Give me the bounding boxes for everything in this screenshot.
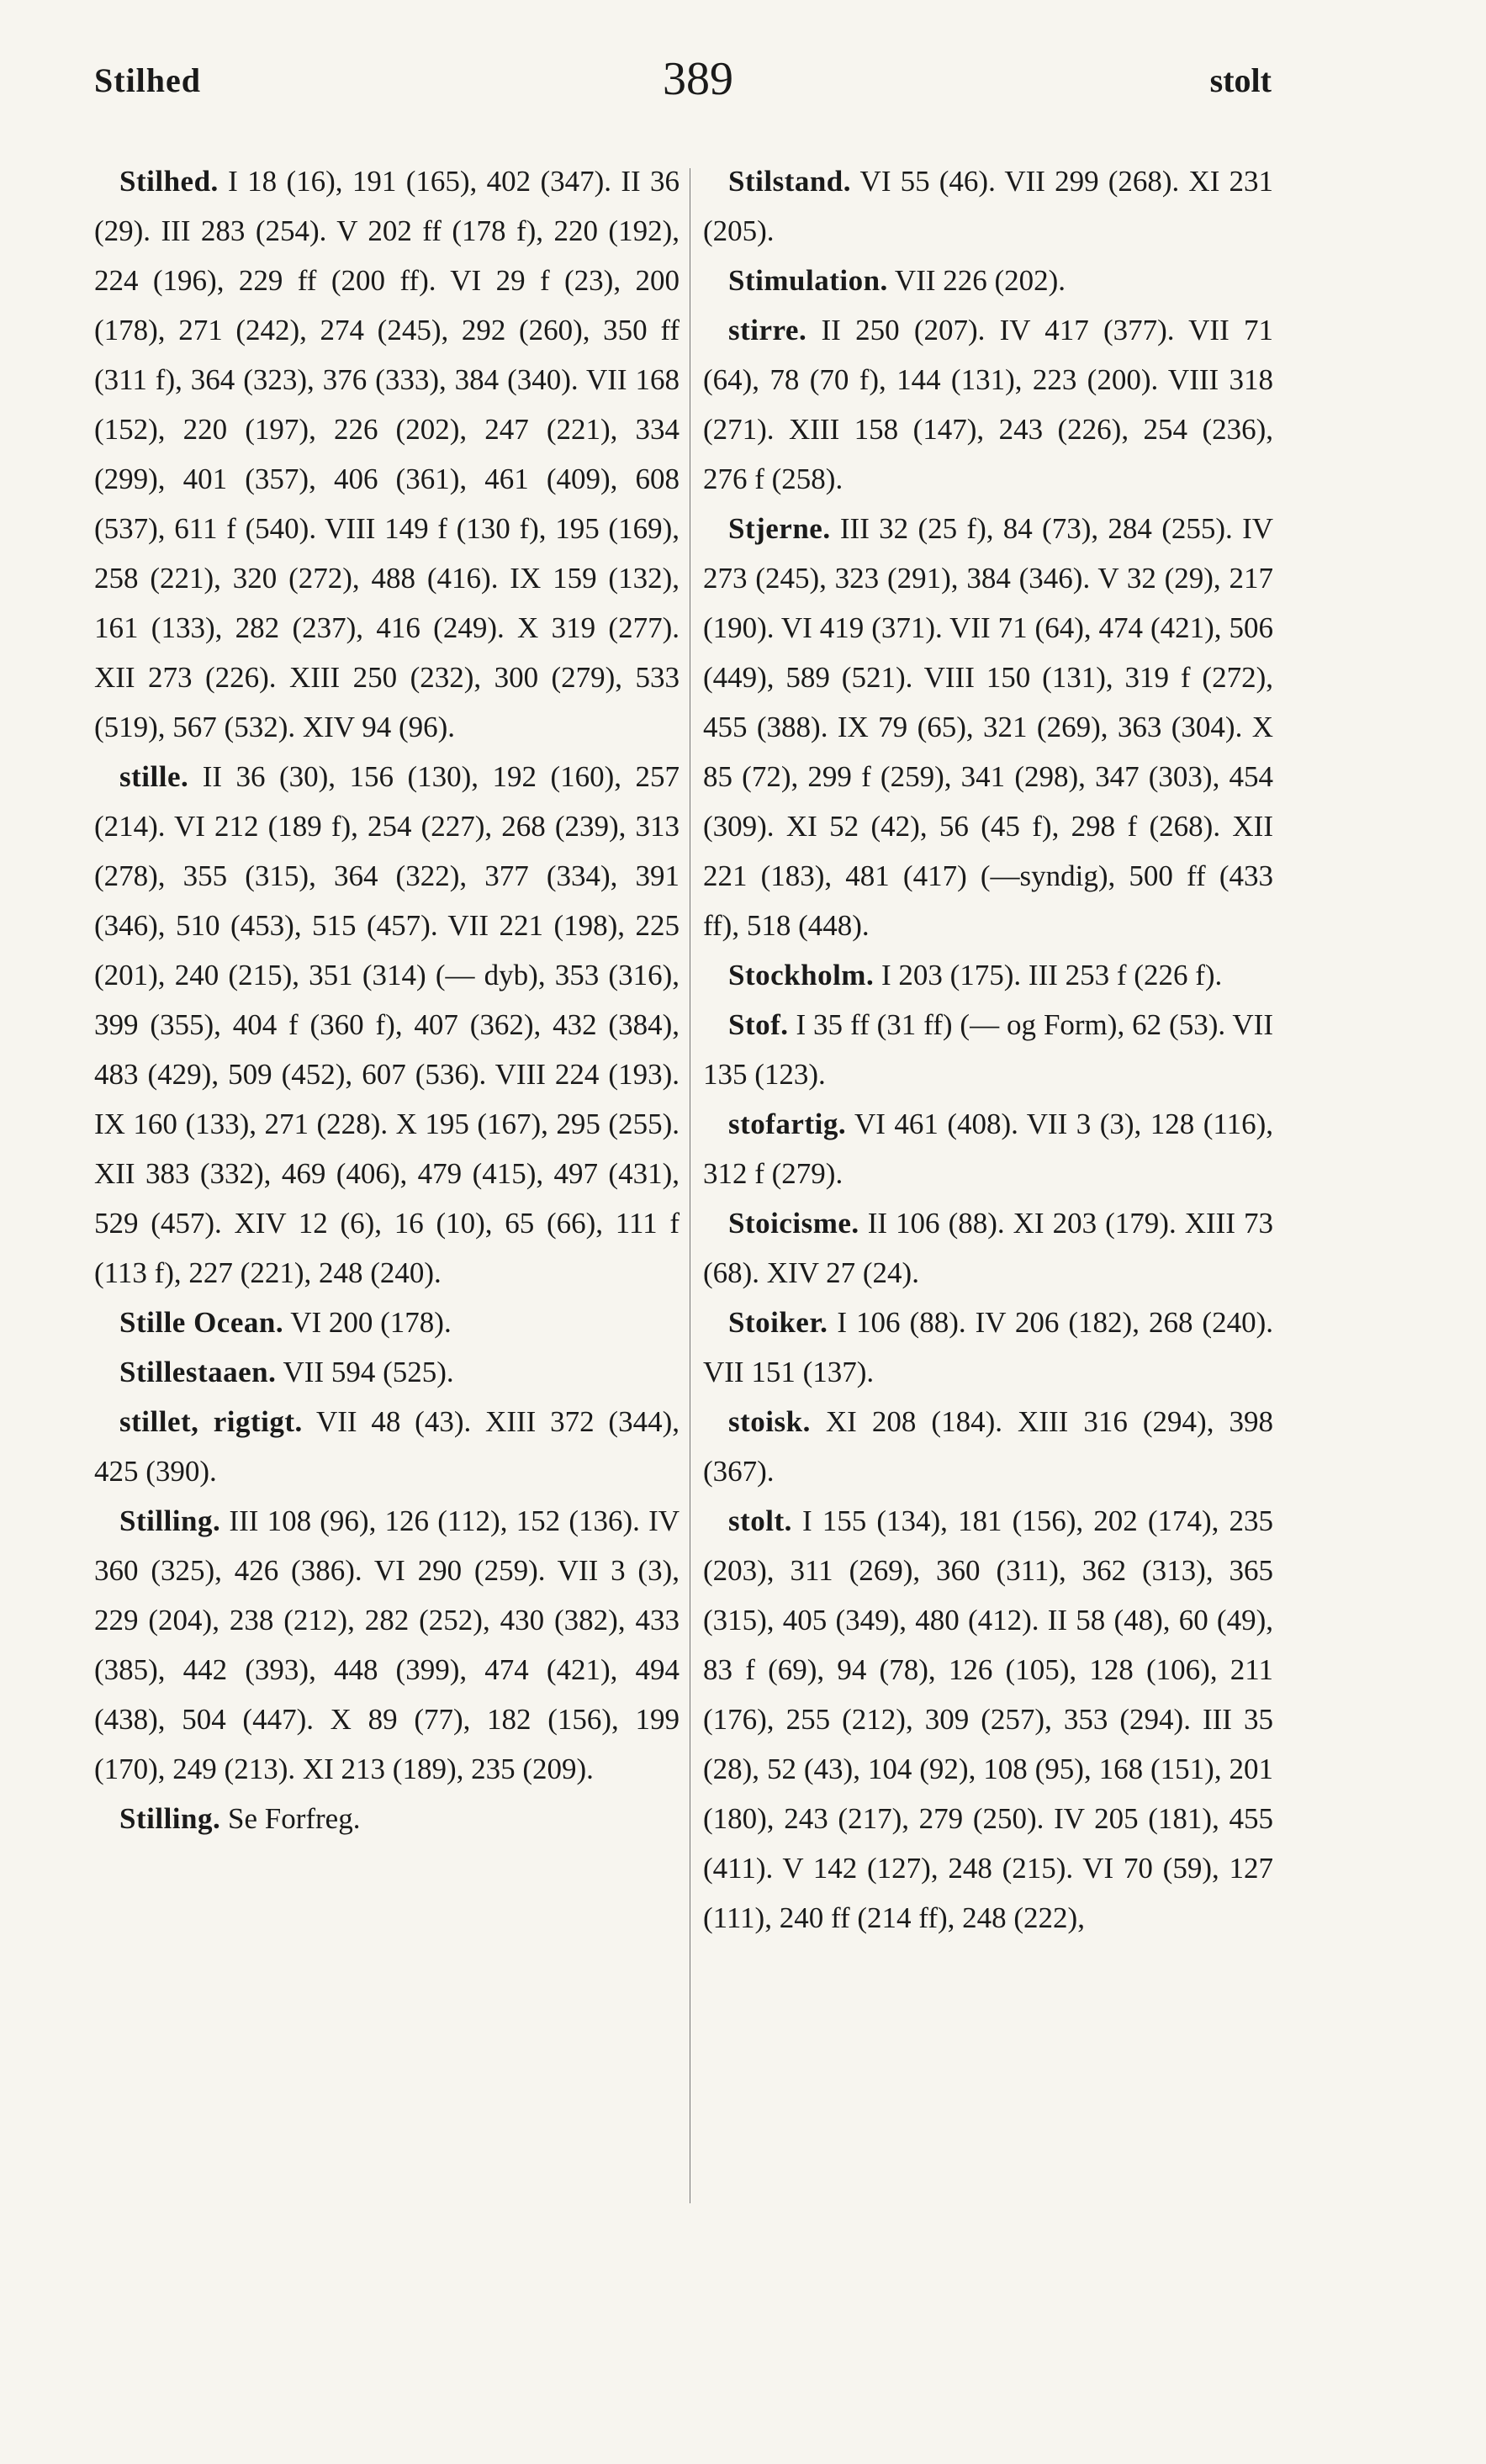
entry-headword: Stilhed.	[119, 165, 219, 198]
running-head-left: Stilhed	[94, 61, 202, 99]
index-entry	[703, 1000, 1273, 1099]
entry-headword: Stimulation.	[728, 264, 888, 297]
entry-references: VII 594 (525).	[276, 1356, 454, 1388]
entry-references: Se Forfreg.	[220, 1802, 361, 1835]
index-entry	[703, 256, 1273, 305]
entry-references: I 106 (88). IV 206 (182), 268 (240). VII 151 (137).	[703, 1306, 1273, 1388]
entry-headword: stoisk.	[728, 1405, 811, 1438]
index-entry	[94, 1496, 680, 1794]
index-entry	[703, 1298, 1273, 1397]
entry-headword: stirre.	[728, 314, 807, 346]
entry-references: VII 48 (43). XIII 372 (344), 425 (390).	[94, 1405, 680, 1488]
entry-headword: stille.	[119, 760, 189, 793]
entry-headword: Stilling.	[119, 1802, 221, 1835]
entry-references: VI 461 (408). VII 3 (3), 128 (116), 312 f (279).	[703, 1108, 1273, 1190]
entry-references: I 203 (175). III 253 f (226 f).	[874, 959, 1223, 991]
index-entry	[703, 1099, 1273, 1198]
entry-references: VI 55 (46). VII 299 (268). XI 231 (205).	[703, 165, 1273, 247]
entry-headword: Stille Ocean.	[119, 1306, 284, 1339]
entry-references: VI 200 (178).	[283, 1306, 452, 1339]
entry-headword: Stilstand.	[728, 165, 852, 198]
entry-headword: stolt.	[728, 1504, 792, 1537]
page-number: 389	[663, 53, 733, 105]
entry-headword: Stockholm.	[728, 959, 875, 991]
entry-references: II 36 (30), 156 (130), 192 (160), 257 (214). VI 212 (189 f), 254 (227), 268 (239), 313 (278), 355 (315), 364 (322), 377 (334), 391 (346), 510 (453), 515 (457). VII 221 (198), 225 (201), 240 (215), 351 (314) (— dyb), 353 (316), 399 (355), 404 f (360 f), 407 (362), 432 (384), 483 (429), 509 (452), 607 (536). VIII 224 (193). IX 160 (133), 271 (228). X 195 (167), 295 (255). XII 383 (332), 469 (406), 479 (415), 497 (431), 529 (457). XIV 12 (6), 16 (10), 65 (66), 111 f (113 f), 227 (221), 248 (240).	[94, 760, 680, 1289]
index-entry	[94, 1347, 680, 1397]
page-header	[94, 52, 1272, 119]
entry-references: XI 208 (184). XIII 316 (294), 398 (367).	[703, 1405, 1273, 1488]
left-column	[94, 156, 680, 1843]
entry-references: I 155 (134), 181 (156), 202 (174), 235 (203), 311 (269), 360 (311), 362 (313), 365 (315), 405 (349), 480 (412). II 58 (48), 60 (49), 83 f (69), 94 (78), 126 (105), 128 (106), 211 (176), 255 (212), 309 (257), 353 (294). III 35 (28), 52 (43), 104 (92), 108 (95), 168 (151), 201 (180), 243 (217), 279 (250). IV 205 (181), 455 (411). V 142 (127), 248 (215). VI 70 (59), 127 (111), 240 ff (214 ff), 248 (222),	[703, 1504, 1273, 1934]
entry-references: III 108 (96), 126 (112), 152 (136). IV 360 (325), 426 (386). VI 290 (259). VII 3 (3), 229 (204), 238 (212), 282 (252), 430 (382), 433 (385), 442 (393), 448 (399), 474 (421), 494 (438), 504 (447). X 89 (77), 182 (156), 199 (170), 249 (213). XI 213 (189), 235 (209).	[94, 1504, 680, 1785]
index-entry	[703, 156, 1273, 256]
entry-headword: Stoiker.	[728, 1306, 828, 1339]
entry-references: I 18 (16), 191 (165), 402 (347). II 36 (29). III 283 (254). V 202 ff (178 f), 220 (192), 224 (196), 229 ff (200 ff). VI 29 f (23), 200 (178), 271 (242), 274 (245), 292 (260), 350 ff (311 f), 364 (323), 376 (333), 384 (340). VII 168 (152), 220 (197), 226 (202), 247 (221), 334 (299), 401 (357), 406 (361), 461 (409), 608 (537), 611 f (540). VIII 149 f (130 f), 195 (169), 258 (221), 320 (272), 488 (416). IX 159 (132), 161 (133), 282 (237), 416 (249). X 319 (277). XII 273 (226). XIII 250 (232), 300 (279), 533 (519), 567 (532). XIV 94 (96).	[94, 165, 680, 743]
index-entry	[703, 950, 1273, 1000]
running-head-right: stolt	[1209, 61, 1272, 99]
entry-references: I 35 ff (31 ff) (— og Form), 62 (53). VII 135 (123).	[703, 1008, 1273, 1091]
entry-headword: stofartig.	[728, 1108, 847, 1140]
entry-headword: Stillestaaen.	[119, 1356, 277, 1388]
index-entry	[94, 1397, 680, 1496]
entry-references: III 32 (25 f), 84 (73), 284 (255). IV 273 (245), 323 (291), 384 (346). V 32 (29), 217 (190). VI 419 (371). VII 71 (64), 474 (421), 506 (449), 589 (521). VIII 150 (131), 319 f (272), 455 (388). IX 79 (65), 321 (269), 363 (304). X 85 (72), 299 f (259), 341 (298), 347 (303), 454 (309). XI 52 (42), 56 (45 f), 298 f (268). XII 221 (183), 481 (417) (—syndig), 500 ff (433 ff), 518 (448).	[703, 512, 1273, 942]
index-entry	[94, 1298, 680, 1347]
entry-headword: Stoicisme.	[728, 1207, 859, 1240]
index-entry	[703, 1397, 1273, 1496]
entry-headword: Stilling.	[119, 1504, 221, 1537]
index-entry	[94, 752, 680, 1298]
entry-references: II 106 (88). XI 203 (179). XIII 73 (68). XIV 27 (24).	[703, 1207, 1273, 1289]
index-entry	[703, 1198, 1273, 1298]
entry-references: II 250 (207). IV 417 (377). VII 71 (64), 78 (70 f), 144 (131), 223 (200). VIII 318 (271). XIII 158 (147), 243 (226), 254 (236), 276 f (258).	[703, 314, 1273, 495]
entry-references: VII 226 (202).	[887, 264, 1066, 297]
index-entry	[703, 305, 1273, 504]
index-entry	[703, 1496, 1273, 1943]
entry-headword: stillet, rigtigt.	[119, 1405, 303, 1438]
entry-headword: Stof.	[728, 1008, 789, 1041]
index-entry	[94, 1794, 680, 1843]
entry-headword: Stjerne.	[728, 512, 831, 545]
index-entry	[94, 156, 680, 752]
index-entry	[703, 504, 1273, 950]
right-column	[703, 156, 1273, 1943]
